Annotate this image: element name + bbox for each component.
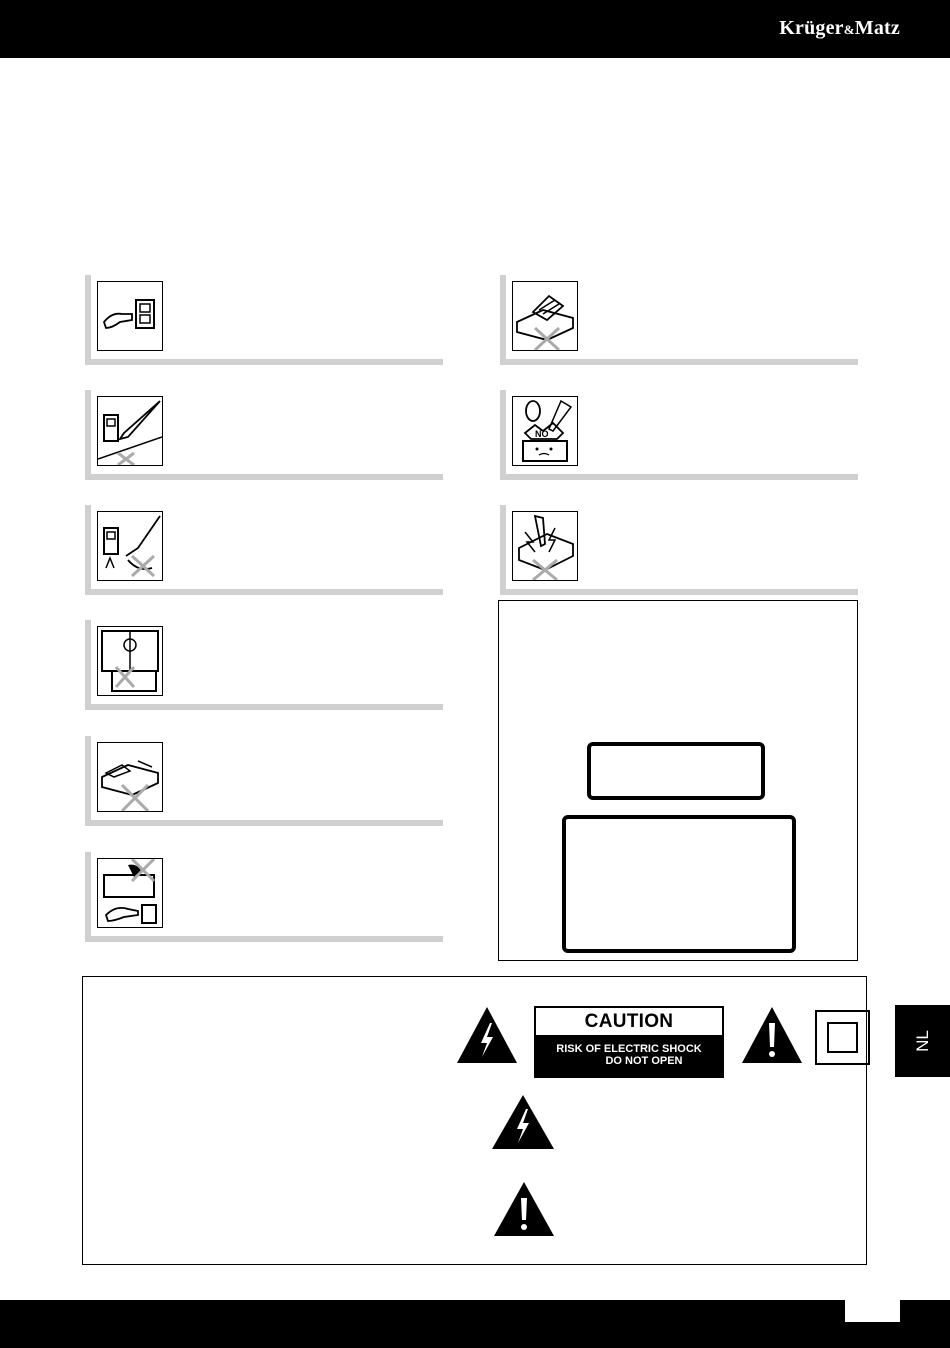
warning-label-box [498, 600, 858, 961]
safety-card-2 [85, 390, 443, 480]
liquid-on-device-icon [97, 858, 163, 928]
warning-label-large [562, 815, 796, 953]
footer-bar [0, 1300, 950, 1348]
exclamation-symbol-icon [492, 1180, 556, 1238]
safety-card-5 [85, 736, 443, 826]
foreign-objects-icon [512, 396, 578, 466]
sunlight-window-icon [97, 626, 163, 696]
safety-card-8 [500, 390, 858, 480]
wet-hand-outlet-icon [97, 396, 163, 466]
screwdriver-open-device-icon [512, 511, 578, 581]
svg-text:NO: NO [535, 429, 549, 439]
plug-outlet-icon [97, 281, 163, 351]
safety-card-3 [85, 505, 443, 595]
warning-label-small [587, 742, 765, 800]
pull-cord-icon [97, 511, 163, 581]
safety-card-6 [85, 852, 443, 942]
cluttered-device-icon [97, 742, 163, 812]
caution-label [534, 1006, 724, 1078]
lightning-symbol-icon [490, 1093, 556, 1151]
double-insulation-icon [815, 1010, 870, 1065]
caution-line-2: DO NOT OPEN [605, 1055, 683, 1067]
caution-heading: CAUTION [536, 1008, 722, 1035]
safety-card-1 [85, 275, 443, 365]
language-tab: NL [895, 1005, 950, 1077]
exclamation-warning-icon [740, 1005, 804, 1065]
page-number-tab [845, 1300, 900, 1322]
safety-card-9 [500, 505, 858, 595]
brand-logo: Krüger&Matz [779, 17, 900, 39]
lightning-warning-icon [455, 1005, 519, 1065]
safety-card-7 [500, 275, 858, 365]
heavy-object-on-device-icon [512, 281, 578, 351]
safety-card-4 [85, 620, 443, 710]
header-bar [0, 0, 950, 58]
caution-line-1: RISK OF ELECTRIC SHOCK [556, 1043, 702, 1055]
